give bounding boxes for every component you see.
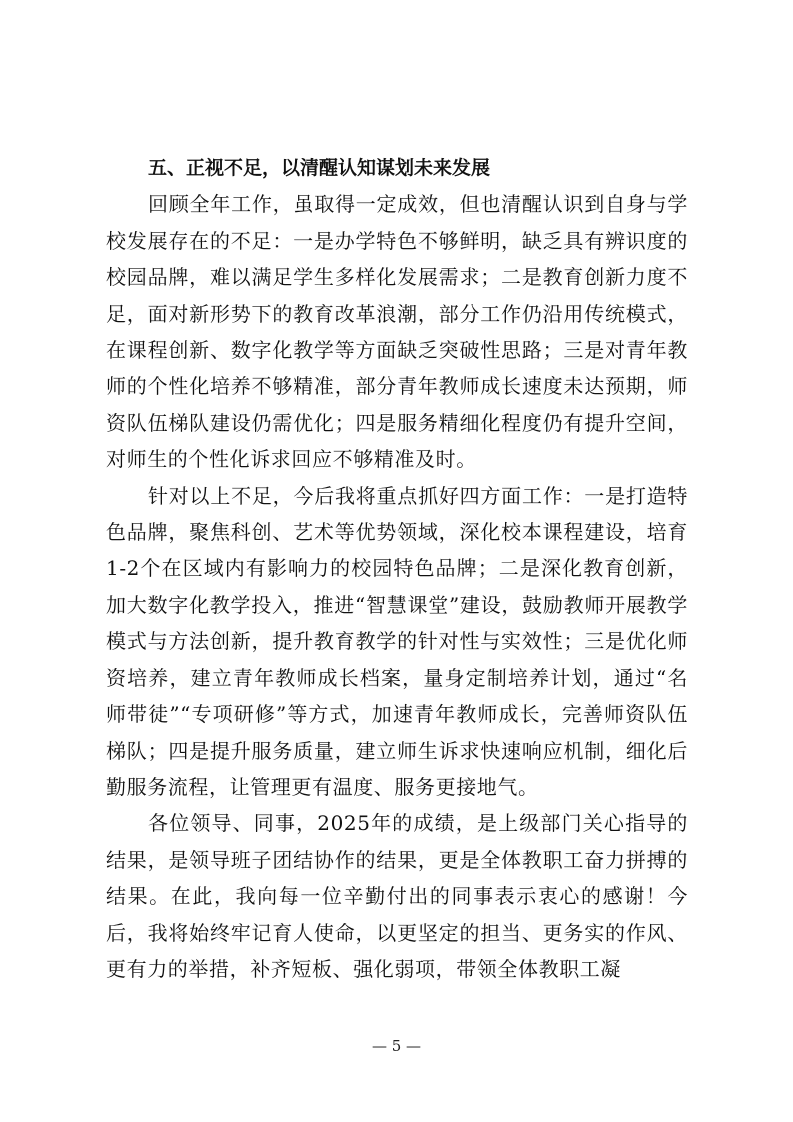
paragraph-plans: 针对以上不足，今后我将重点抓好四方面工作：一是打造特色品牌，聚焦科创、艺术等优势领域，深化校本课程建设，培育1-2个在区域内有影响力的校园特色品牌；二是深化教育创新，加大数字化教学投入，推进“智慧课堂”建设，鼓励教师开展教学模式与方法创新，提升教育教学的针对性与实效性；三是优化师资培养，建立青年教师成长档案，量身定制培养计划，通过“名师带徒”“专项研修”等方式，加速青年教师成长，完善师资队伍梯队；四是提升服务质量，建立师生诉求快速响应机制，细化后勤服务流程，让管理更有温度、服务更接地气。	[106, 483, 688, 799]
section-heading: 五、正视不足，以清醒认知谋划未来发展	[148, 157, 491, 179]
document-body	[106, 150, 688, 987]
page-number: — 5 —	[371, 1037, 422, 1055]
paragraph-review: 回顾全年工作，虽取得一定成效，但也清醒认识到自身与学校发展存在的不足：一是办学特色不够鲜明，缺乏具有辨识度的校园品牌，难以满足学生多样化发展需求；二是教育创新力度不足，面对新形势下的教育改革浪潮，部分工作仍沿用传统模式，在课程创新、数字化教学等方面缺乏突破性思路；三是对青年教师的个性化培养不够精准，部分青年教师成长速度未达预期，师资队伍梯队建设仍需优化；四是服务精细化程度仍有提升空间，对师生的个性化诉求回应不够精准及时。	[106, 192, 688, 472]
paragraph-closing: 各位领导、同事，2025年的成绩，是上级部门关心指导的结果，是领导班子团结协作的结果，更是全体教职工奋力拼搏的结果。在此，我向每一位辛勤付出的同事表示衷心的感谢！今后，我将始终牢记育人使命，以更坚定的担当、更务实的作风、更有力的举措，补齐短板、强化弱项，带领全体教职工凝	[106, 811, 688, 981]
